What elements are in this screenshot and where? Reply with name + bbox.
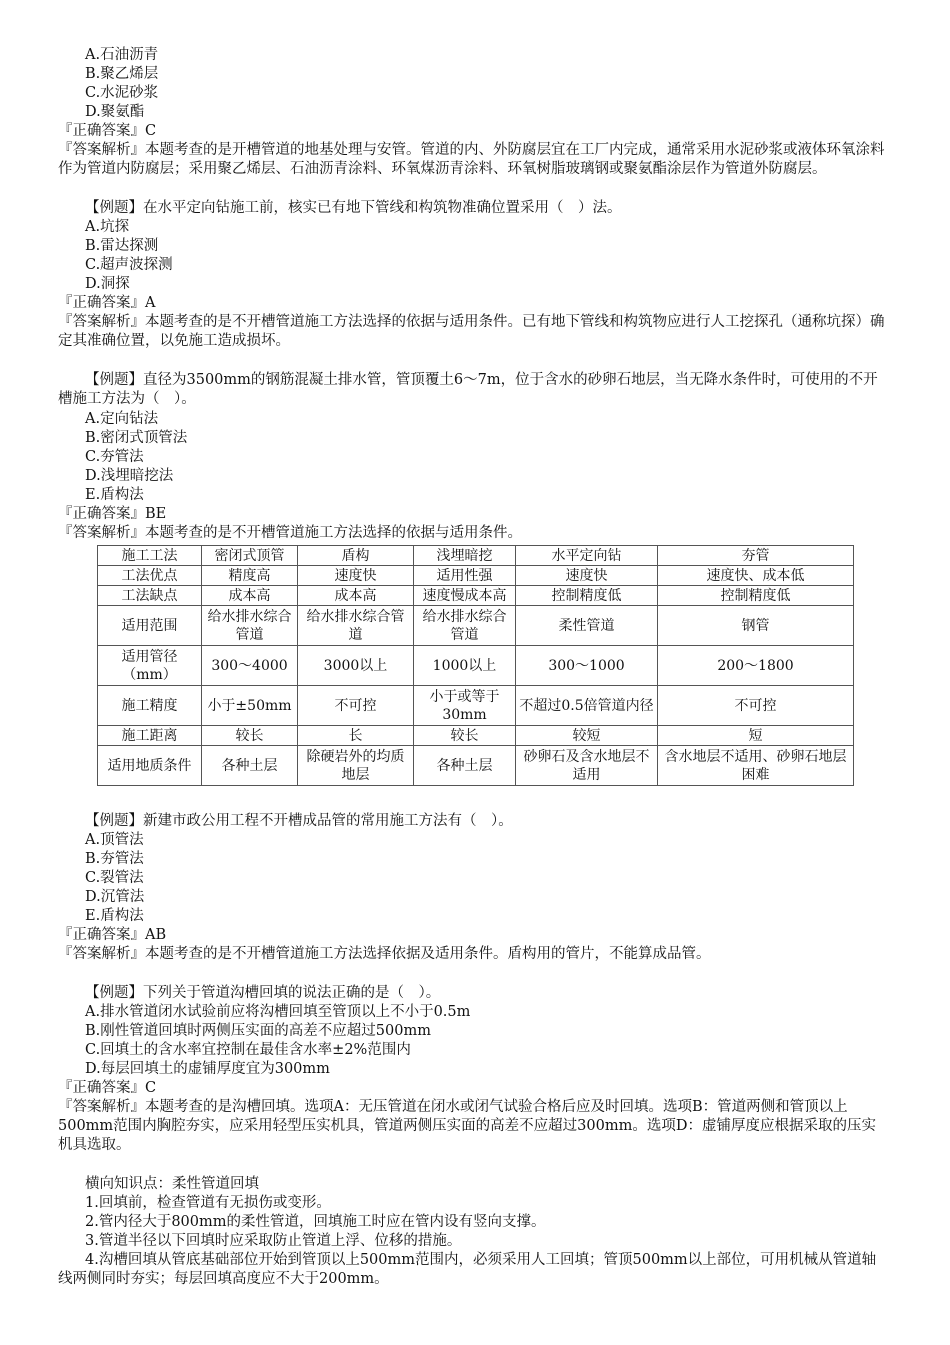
table-cell: 速度快 — [516, 566, 658, 586]
table-cell: 200～1800 — [658, 646, 854, 686]
table-cell: 适用地质条件 — [98, 746, 202, 786]
table-cell: 适用范围 — [98, 606, 202, 646]
table-cell: 工法缺点 — [98, 586, 202, 606]
table-cell: 300～1000 — [516, 646, 658, 686]
table-cell: 控制精度低 — [658, 586, 854, 606]
knowledge-item: 2.管内径大于800mm的柔性管道，回填施工时应在管内设有竖向支撑。 — [85, 1214, 546, 1230]
table-cell: 速度快 — [298, 566, 414, 586]
option-c: C.回填土的含水率宜控制在最佳含水率±2%范围内 — [85, 1042, 411, 1058]
correct-answer: 『正确答案』C — [58, 1080, 157, 1096]
table-cell: 浅埋暗挖 — [414, 546, 516, 566]
knowledge-item: 3.管道半径以下回填时应采取防止管道上浮、位移的措施。 — [85, 1233, 462, 1249]
option-c: C.水泥砂浆 — [85, 85, 159, 101]
table-cell: 各种土层 — [202, 746, 298, 786]
correct-answer: 『正确答案』BE — [58, 506, 167, 522]
table-row — [98, 566, 854, 586]
table-cell: 工法优点 — [98, 566, 202, 586]
answer-analysis: 『答案解析』本题考查的是不开槽管道施工方法选择的依据与适用条件。已有地下管线和构筑物应进行人工挖探孔（通称坑探）确定其准确位置，以免施工造成损坏。 — [58, 314, 885, 349]
table-cell: 较长 — [202, 726, 298, 746]
table-cell: 夯管 — [658, 546, 854, 566]
option-a: A.顶管法 — [85, 832, 144, 848]
option-a: A.排水管道闭水试验前应将沟槽回填至管顶以上不小于0.5m — [85, 1004, 471, 1020]
option-c: C.超声波探测 — [85, 257, 173, 273]
table-cell: 柔性管道 — [516, 606, 658, 646]
answer-analysis: 『答案解析』本题考查的是沟槽回填。选项A：无压管道在闭水或闭气试验合格后应及时回填。选项B：管道两侧和管顶以上500mm范围内胸腔夯实，应采用轻型压实机具，管道两侧压实面的高差不应超过300mm。选项D：虚铺厚度应根据采取的压实机具选取。 — [58, 1099, 876, 1153]
option-b: B.夯管法 — [85, 851, 144, 867]
correct-answer: 『正确答案』AB — [58, 927, 167, 943]
table-cell: 小于或等于30mm — [414, 686, 516, 726]
option-b: B.聚乙烯层 — [85, 66, 159, 82]
table-cell: 1000以上 — [414, 646, 516, 686]
table-cell: 较长 — [414, 726, 516, 746]
table-cell: 精度高 — [202, 566, 298, 586]
table-cell: 3000以上 — [298, 646, 414, 686]
knowledge-title: 横向知识点：柔性管道回填 — [85, 1176, 259, 1192]
table-cell: 速度慢成本高 — [414, 586, 516, 606]
table-cell: 不超过0.5倍管道内径 — [516, 686, 658, 726]
option-e: E.盾构法 — [85, 908, 144, 924]
option-b: B.刚性管道回填时两侧压实面的高差不应超过500mm — [85, 1023, 431, 1039]
question-stem: 【例题】直径为3500mm的钢筋混凝土排水管，管顶覆土6～7m，位于含水的砂卵石地层，当无降水条件时，可使用的不开槽施工方法为（ ）。 — [58, 372, 878, 407]
option-d: D.洞探 — [85, 276, 130, 292]
option-a: A.坑探 — [85, 219, 130, 235]
table-row — [98, 646, 854, 686]
option-c: C.夯管法 — [85, 449, 144, 465]
table-cell: 不可控 — [658, 686, 854, 726]
table-cell: 除硬岩外的均质地层 — [298, 746, 414, 786]
table-cell: 小于±50mm — [202, 686, 298, 726]
table-row — [98, 726, 854, 746]
table-cell: 速度快、成本低 — [658, 566, 854, 586]
table-cell: 给水排水综合管道 — [298, 606, 414, 646]
answer-analysis: 『答案解析』本题考查的是不开槽管道施工方法选择的依据与适用条件。 — [58, 525, 522, 541]
option-a: A.石油沥青 — [85, 47, 159, 63]
table-cell: 长 — [298, 726, 414, 746]
table-cell: 水平定向钻 — [516, 546, 658, 566]
method-comparison-table — [97, 545, 854, 786]
option-c: C.裂管法 — [85, 870, 144, 886]
table-row — [98, 546, 854, 566]
knowledge-item: 4.沟槽回填从管底基础部位开始到管顶以上500mm范围内，必须采用人工回填；管顶500mm以上部位，可用机械从管道轴线两侧同时夯实；每层回填高度应不大于200mm。 — [58, 1252, 877, 1287]
table-cell: 钢管 — [658, 606, 854, 646]
question-stem: 【例题】下列关于管道沟槽回填的说法正确的是（ ）。 — [85, 985, 441, 1001]
table-cell: 各种土层 — [414, 746, 516, 786]
table-cell: 较短 — [516, 726, 658, 746]
table-cell: 给水排水综合管道 — [414, 606, 516, 646]
table-cell: 施工精度 — [98, 686, 202, 726]
answer-analysis: 『答案解析』本题考查的是不开槽管道施工方法选择依据及适用条件。盾构用的管片，不能算成品管。 — [58, 946, 711, 962]
table-cell: 短 — [658, 726, 854, 746]
option-e: E.盾构法 — [85, 487, 144, 503]
table-cell: 300～4000 — [202, 646, 298, 686]
table-row — [98, 586, 854, 606]
table-cell: 不可控 — [298, 686, 414, 726]
table-cell: 控制精度低 — [516, 586, 658, 606]
option-a: A.定向钻法 — [85, 411, 159, 427]
table-cell: 成本高 — [298, 586, 414, 606]
answer-analysis: 『答案解析』本题考查的是开槽管道的地基处理与安管。管道的内、外防腐层宜在工厂内完成，通常采用水泥砂浆或液体环氧涂料作为管道内防腐层；采用聚乙烯层、石油沥青涂料、环氧煤沥青涂料、环氧树脂玻璃钢或聚氨酯涂层作为管道外防腐层。 — [58, 142, 885, 177]
question-stem: 【例题】在水平定向钻施工前，核实已有地下管线和构筑物准确位置采用（ ）法。 — [85, 200, 622, 216]
table-cell: 含水地层不适用、砂卵石地层困难 — [658, 746, 854, 786]
table-cell: 成本高 — [202, 586, 298, 606]
table-cell: 适用性强 — [414, 566, 516, 586]
table-cell: 盾构 — [298, 546, 414, 566]
option-d: D.聚氨酯 — [85, 104, 145, 120]
table-cell: 适用管径（mm） — [98, 646, 202, 686]
option-d: D.浅埋暗挖法 — [85, 468, 174, 484]
table-row — [98, 606, 854, 646]
table-cell: 砂卵石及含水地层不适用 — [516, 746, 658, 786]
table-cell: 施工距离 — [98, 726, 202, 746]
option-b: B.雷达探测 — [85, 238, 159, 254]
correct-answer: 『正确答案』A — [58, 295, 156, 311]
knowledge-item: 1.回填前，检查管道有无损伤或变形。 — [85, 1195, 331, 1211]
correct-answer: 『正确答案』C — [58, 123, 157, 139]
table-row — [98, 746, 854, 786]
option-b: B.密闭式顶管法 — [85, 430, 188, 446]
question-stem: 【例题】新建市政公用工程不开槽成品管的常用施工方法有（ ）。 — [85, 813, 513, 829]
table-cell: 密闭式顶管 — [202, 546, 298, 566]
option-d: D.每层回填土的虚铺厚度宜为300mm — [85, 1061, 330, 1077]
table-cell: 给水排水综合管道 — [202, 606, 298, 646]
table-cell: 施工工法 — [98, 546, 202, 566]
option-d: D.沉管法 — [85, 889, 145, 905]
table-row — [98, 686, 854, 726]
